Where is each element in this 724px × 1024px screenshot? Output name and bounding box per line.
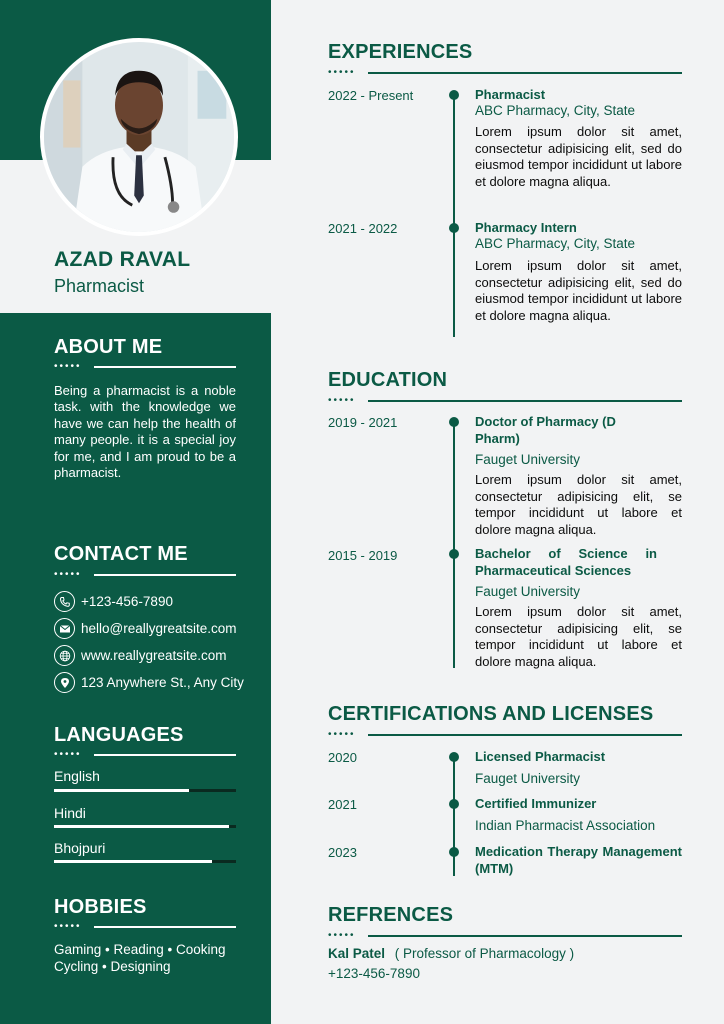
education-degree: Doctor of Pharmacy (D Pharm) (475, 414, 616, 446)
certifications-divider: ••••• (328, 732, 682, 738)
education-degree: Bachelor of Science in Pharmaceutical Sciences (475, 546, 657, 578)
about-title: ABOUT ME (54, 336, 163, 358)
references-title: REFRENCES (328, 904, 454, 926)
experience-title: Pharmacist (475, 87, 546, 102)
mail-icon (54, 618, 75, 639)
education-date: 2019 - 2021 (328, 415, 398, 430)
contact-email-text: hello@reallygreatsite.com (81, 621, 237, 636)
certification-issuer: Fauget University (475, 771, 581, 786)
reference-position: ( Professor of Pharmacology ) (394, 946, 575, 961)
hobbies-text: Gaming • Reading • Cooking Cycling • Designing (54, 942, 226, 974)
experience-description: Lorem ipsum dolor sit amet, consectetur adipisicing elit, sed do eiusmod tempor incididunt ut labore et dolore magna aliqua. (475, 258, 682, 323)
reference-name: Kal Patel (328, 946, 386, 961)
education-date: 2015 - 2019 (328, 548, 398, 563)
language-bar-fill (54, 825, 229, 828)
education-school: Fauget University (475, 452, 581, 467)
contact-phone[interactable] (54, 591, 173, 612)
contact-website[interactable] (54, 645, 227, 666)
language-bar (54, 825, 236, 828)
language-bar (54, 860, 236, 863)
reference-person (328, 946, 574, 961)
profile-role: Pharmacist (54, 276, 145, 296)
pharmacist-portrait-icon (44, 42, 234, 232)
education-description: Lorem ipsum dolor sit amet, consectetur adipisicing elit, se tempor incididunt ut labore et dolore magna aliqua. (475, 604, 682, 669)
education-divider: ••••• (328, 398, 682, 404)
languages-title: LANGUAGES (54, 724, 184, 746)
language-label: Hindi (54, 805, 86, 821)
certification-date: 2020 (328, 750, 357, 765)
timeline-dot (449, 847, 459, 857)
contact-website-text: www.reallygreatsite.com (81, 648, 227, 663)
language-bar-fill (54, 860, 212, 863)
certification-issuer: Indian Pharmacist Association (475, 818, 656, 833)
education-description: Lorem ipsum dolor sit amet, consectetur adipisicing elit, se tempor incididunt ut labore et dolore magna aliqua. (475, 472, 682, 537)
experience-description: Lorem ipsum dolor sit amet, consectetur adipisicing elit, sed do eiusmod tempor incididunt ut labore et dolore magna aliqua. (475, 124, 682, 189)
timeline-dot (449, 90, 459, 100)
contact-title: CONTACT ME (54, 543, 188, 565)
education-school: Fauget University (475, 584, 581, 599)
contact-phone-text: +123-456-7890 (81, 594, 173, 609)
hobbies-title: HOBBIES (54, 896, 147, 918)
certification-date: 2021 (328, 797, 357, 812)
phone-icon (54, 591, 75, 612)
timeline-dot (449, 799, 459, 809)
experience-date: 2021 - 2022 (328, 221, 398, 236)
education-title: EDUCATION (328, 369, 448, 391)
certification-title: Certified Immunizer (475, 796, 597, 811)
contact-address (54, 672, 244, 693)
certification-title: Medication Therapy Management (MTM) (475, 844, 682, 876)
timeline-dot (449, 549, 459, 559)
profile-name: AZAD RAVAL (54, 248, 191, 271)
timeline-dot (449, 417, 459, 427)
about-divider: ••••• (54, 364, 236, 370)
contact-address-text: 123 Anywhere St., Any City (81, 675, 244, 690)
certifications-title: CERTIFICATIONS AND LICENSES (328, 703, 654, 725)
experience-company: ABC Pharmacy, City, State (475, 103, 636, 118)
experience-title: Pharmacy Intern (475, 220, 577, 235)
globe-icon (54, 645, 75, 666)
contact-divider: ••••• (54, 572, 236, 578)
experiences-title: EXPERIENCES (328, 41, 473, 63)
languages-divider: ••••• (54, 752, 236, 758)
language-label: English (54, 768, 100, 784)
hobbies-divider: ••••• (54, 924, 236, 930)
location-pin-icon (54, 672, 75, 693)
language-bar (54, 789, 236, 792)
experience-date: 2022 - Present (328, 88, 414, 103)
experience-timeline (453, 95, 455, 337)
timeline-dot (449, 752, 459, 762)
certification-date: 2023 (328, 845, 357, 860)
timeline-dot (449, 223, 459, 233)
reference-phone: +123-456-7890 (328, 966, 420, 981)
certifications-timeline (453, 756, 455, 876)
language-label: Bhojpuri (54, 840, 106, 856)
language-bar-fill (54, 789, 189, 792)
certification-title: Licensed Pharmacist (475, 749, 606, 764)
contact-email[interactable] (54, 618, 237, 639)
references-divider: ••••• (328, 933, 682, 939)
experience-company: ABC Pharmacy, City, State (475, 236, 636, 251)
experiences-divider: ••••• (328, 70, 682, 76)
profile-photo (40, 38, 238, 236)
education-timeline (453, 422, 455, 668)
about-text: Being a pharmacist is a noble task. with the knowledge we have we can help the health of many people. it is a special joy for me, and I am proud to be a pharmacist. (54, 383, 236, 481)
